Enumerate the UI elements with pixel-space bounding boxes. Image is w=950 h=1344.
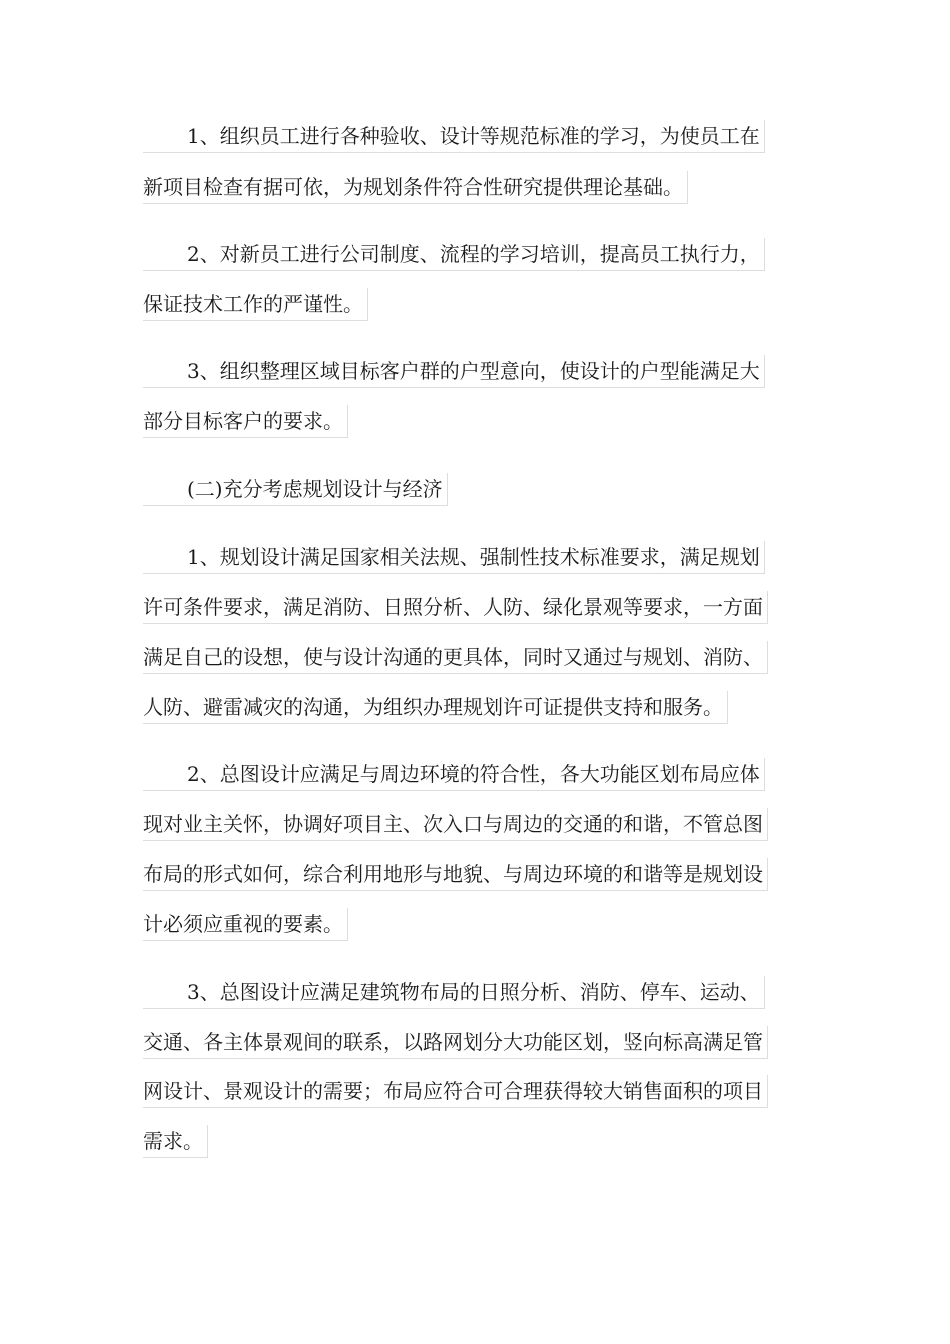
paragraph-6-line-1: 3、总图设计应满足建筑物布局的日照分析、消防、停车、运动、 bbox=[143, 976, 765, 1009]
paragraph-5-line-3: 布局的形式如何，综合利用地形与地貌、与周边环境的和谐等是规划设 bbox=[143, 858, 768, 891]
section-heading: (二)充分考虑规划设计与经济 bbox=[143, 473, 448, 506]
paragraph-5-line-2: 现对业主关怀，协调好项目主、次入口与周边的交通的和谐，不管总图 bbox=[143, 808, 768, 841]
paragraph-4-line-1: 1、规划设计满足国家相关法规、强制性技术标准要求，满足规划 bbox=[143, 541, 765, 574]
paragraph-5-line-4: 计必须应重视的要素。 bbox=[143, 908, 348, 941]
paragraph-1-line-1: 1、组织员工进行各种验收、设计等规范标准的学习，为使员工在 bbox=[143, 120, 765, 153]
paragraph-4-line-3: 满足自己的设想，使与设计沟通的更具体，同时又通过与规划、消防、 bbox=[143, 641, 768, 674]
paragraph-3-line-2: 部分目标客户的要求。 bbox=[143, 405, 348, 438]
paragraph-1-line-2: 新项目检查有据可依，为规划条件符合性研究提供理论基础。 bbox=[143, 171, 688, 204]
paragraph-2-line-1: 2、对新员工进行公司制度、流程的学习培训，提高员工执行力， bbox=[143, 238, 765, 271]
paragraph-4-line-2: 许可条件要求，满足消防、日照分析、人防、绿化景观等要求，一方面 bbox=[143, 591, 768, 624]
paragraph-6-line-2: 交通、各主体景观间的联系，以路网划分大功能区划，竖向标高满足管 bbox=[143, 1026, 768, 1059]
paragraph-2-line-2: 保证技术工作的严谨性。 bbox=[143, 288, 368, 321]
paragraph-6-line-3: 网设计、景观设计的需要；布局应符合可合理获得较大销售面积的项目 bbox=[143, 1075, 768, 1108]
paragraph-6-line-4: 需求。 bbox=[143, 1125, 208, 1158]
paragraph-4-line-4: 人防、避雷减灾的沟通，为组织办理规划许可证提供支持和服务。 bbox=[143, 691, 728, 724]
paragraph-3-line-1: 3、组织整理区域目标客户群的户型意向，使设计的户型能满足大 bbox=[143, 355, 765, 388]
paragraph-5-line-1: 2、总图设计应满足与周边环境的符合性，各大功能区划布局应体 bbox=[143, 758, 765, 791]
